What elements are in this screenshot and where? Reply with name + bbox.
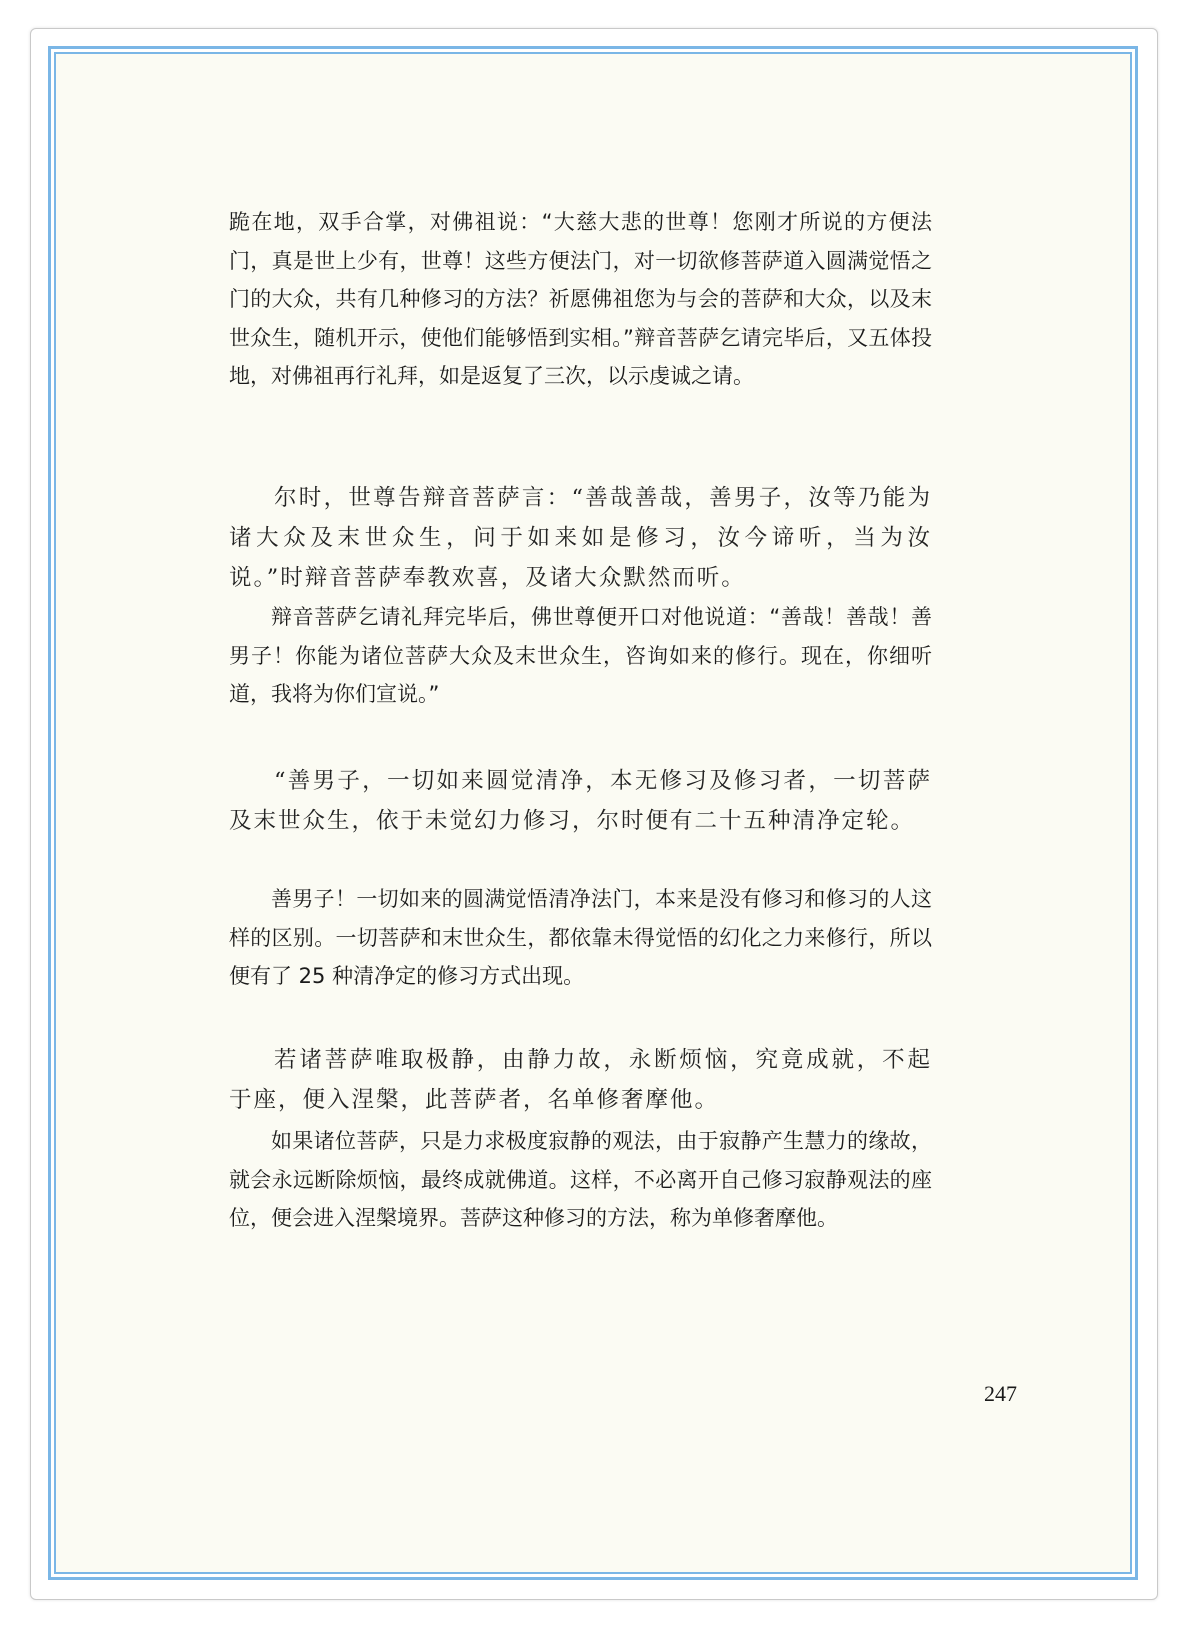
paragraph-text: 如果诸位菩萨，只是力求极度寂静的观法，由于寂静产生慧力的缘故，就会永远断除烦恼，最终成就佛道。这样，不必离开自己修习寂静观法的座位，便会进入涅槃境界。菩萨这种修习的方法，称为单修奢摩他。: [229, 1129, 932, 1230]
scripture-paragraph-2: [229, 761, 932, 841]
translation-paragraph-3: [229, 880, 932, 996]
translation-paragraph-4: [229, 1122, 932, 1238]
page-number: 247: [984, 1381, 1017, 1406]
translation-paragraph-1: [229, 203, 932, 396]
paragraph-text: 辩音菩萨乞请礼拜完毕后，佛世尊便开口对他说道：“善哉！善哉！善男子！你能为诸位菩萨大众及末世众生，咨询如来的修行。现在，你细听道，我将为你们宣说。”: [229, 605, 932, 706]
scripture-paragraph-1: [229, 478, 932, 598]
paragraph-text: 尔时，世尊告辩音菩萨言：“善哉善哉，善男子，汝等乃能为诸大众及末世众生，问于如来如是修习，汝今谛听，当为汝说。”时辩音菩萨奉教欢喜，及诸大众默然而听。: [229, 485, 932, 591]
paragraph-text: 跪在地，双手合掌，对佛祖说：“大慈大悲的世尊！您刚才所说的方便法门，真是世上少有，世尊！这些方便法门，对一切欲修菩萨道入圆满觉悟之门的大众，共有几种修习的方法？祈愿佛祖您为与会的菩萨和大众，以及末世众生，随机开示，使他们能够悟到实相。”辩音菩萨乞请完毕后，又五体投地，对佛祖再行礼拜，如是返复了三次，以示虔诚之请。: [229, 210, 932, 388]
scripture-paragraph-3: [229, 1040, 932, 1120]
paragraph-text: 善男子！一切如来的圆满觉悟清净法门，本来是没有修习和修习的人这样的区别。一切菩萨和末世众生，都依靠未得觉悟的幻化之力来修行，所以便有了 25 种清净定的修习方式出现。: [229, 887, 932, 988]
translation-paragraph-2: [229, 598, 932, 714]
paragraph-text: “善男子，一切如来圆觉清净，本无修习及修习者，一切菩萨及末世众生，依于未觉幻力修习，尔时便有二十五种清净定轮。: [229, 768, 932, 834]
paragraph-text: 若诸菩萨唯取极静，由静力故，永断烦恼，究竟成就，不起于座，便入涅槃，此菩萨者，名单修奢摩他。: [229, 1047, 932, 1113]
